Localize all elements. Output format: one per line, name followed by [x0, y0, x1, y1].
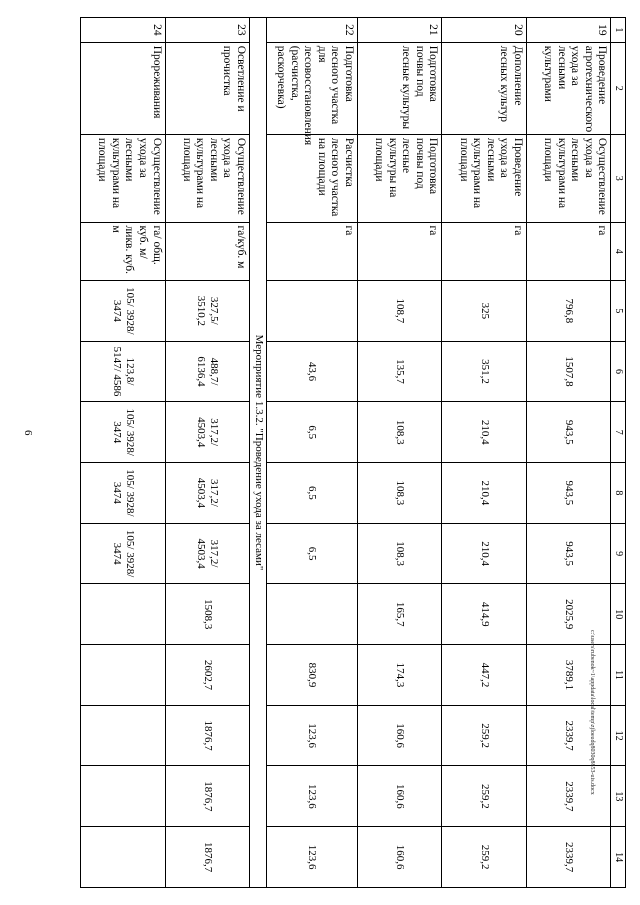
value-cell: 1508,3	[165, 584, 249, 645]
activity-action: Осуществление ухода за лесными культурами на площади	[165, 134, 249, 222]
header-cell: 10	[611, 584, 626, 645]
header-cell: 3	[611, 134, 626, 222]
activity-action: Проведение ухода за лесными культурами на площади	[442, 134, 526, 222]
value-cell: 2602,7	[165, 645, 249, 706]
unit-cell: га	[526, 222, 610, 280]
value-cell: 1876,7	[165, 827, 249, 888]
value-cell: 414,9	[442, 584, 526, 645]
header-cell: 13	[611, 766, 626, 827]
value-cell: 447,2	[442, 645, 526, 706]
activity-action: Подготовка почвы под лесные культуры на площади	[357, 134, 441, 222]
value-cell: 108,3	[357, 463, 441, 524]
row-number: 24	[81, 18, 166, 43]
value-cell	[81, 705, 166, 766]
header-cell: 12	[611, 705, 626, 766]
value-cell: 317,2/ 4503,4	[165, 463, 249, 524]
activity-action: Расчистка лесного участка на площади	[266, 134, 357, 222]
row-number: 22	[266, 18, 357, 43]
value-cell: 259,2	[442, 827, 526, 888]
value-cell: 160,6	[357, 705, 441, 766]
value-cell: 43,6	[266, 341, 357, 402]
value-cell: 3789,1	[526, 645, 610, 706]
value-cell	[81, 645, 166, 706]
table-row	[357, 18, 441, 888]
activity-name: Подготовка почвы под лесные культуры	[357, 42, 441, 134]
value-cell: 325	[442, 280, 526, 341]
value-cell	[81, 584, 166, 645]
activity-name: Прореживания	[81, 42, 166, 134]
value-cell: 317,2/ 4503,4	[165, 402, 249, 463]
value-cell: 6,5	[266, 463, 357, 524]
value-cell: 943,5	[526, 402, 610, 463]
value-cell: 210,4	[442, 402, 526, 463]
value-cell: 108,7	[357, 280, 441, 341]
row-number: 19	[526, 18, 610, 43]
value-cell: 943,5	[526, 523, 610, 584]
header-cell: 7	[611, 402, 626, 463]
value-cell	[81, 827, 166, 888]
value-cell: 259,2	[442, 705, 526, 766]
value-cell: 327,5/ 3510,2	[165, 280, 249, 341]
header-cell: 11	[611, 645, 626, 706]
value-cell: 6,5	[266, 402, 357, 463]
header-cell: 8	[611, 463, 626, 524]
header-cell: 4	[611, 222, 626, 280]
value-cell: 123,6	[266, 827, 357, 888]
file-path-footer: c:\users\rubenok~1\appdata\local\temp\zjloeudq8030q8853-uis.docx	[589, 630, 595, 795]
activity-name: Проведение агротехнического ухода за лесными культурами	[526, 42, 610, 134]
activity-name: Дополнение лесных культур	[442, 42, 526, 134]
value-cell: 123,8/ 5147/ 4586	[81, 341, 166, 402]
row-number: 21	[357, 18, 441, 43]
value-cell: 943,5	[526, 463, 610, 524]
value-cell: 108,3	[357, 523, 441, 584]
unit-cell: га/куб. м	[165, 222, 249, 280]
value-cell	[266, 280, 357, 341]
unit-cell: га	[266, 222, 357, 280]
table-row	[81, 18, 166, 888]
value-cell: 351,2	[442, 341, 526, 402]
unit-cell: га	[442, 222, 526, 280]
activity-name: Подготовка лесного участка для лесовосстановления (расчистка, раскорчевка)	[266, 42, 357, 134]
measure-title: Мероприятие 1.3.2. "Проведение ухода за лесами"	[249, 18, 266, 888]
unit-cell: га	[357, 222, 441, 280]
header-cell: 14	[611, 827, 626, 888]
table-row	[165, 18, 249, 888]
value-cell: 210,4	[442, 463, 526, 524]
value-cell: 2339,7	[526, 827, 610, 888]
value-cell: 2025,9	[526, 584, 610, 645]
value-cell: 317,2/ 4503,4	[165, 523, 249, 584]
value-cell: 830,9	[266, 645, 357, 706]
value-cell: 123,6	[266, 705, 357, 766]
value-cell: 105/ 3928/ 3474	[81, 402, 166, 463]
header-cell: 2	[611, 42, 626, 134]
value-cell: 160,6	[357, 827, 441, 888]
value-cell: 488,7/ 6136,4	[165, 341, 249, 402]
value-cell: 105/ 3928/ 3474	[81, 523, 166, 584]
activity-action: Осуществление ухода за лесными культурами на площади	[81, 134, 166, 222]
value-cell: 123,6	[266, 766, 357, 827]
value-cell: 174,3	[357, 645, 441, 706]
measure-row	[249, 18, 266, 888]
header-cell: 9	[611, 523, 626, 584]
data-table	[80, 17, 626, 888]
activity-action: Осуществление ухода за лесными культурами на площади	[526, 134, 610, 222]
header-cell: 1	[611, 18, 626, 43]
header-cell: 5	[611, 280, 626, 341]
value-cell: 160,6	[357, 766, 441, 827]
value-cell: 210,4	[442, 523, 526, 584]
value-cell	[266, 584, 357, 645]
value-cell: 105/ 3928/ 3474	[81, 463, 166, 524]
value-cell: 135,7	[357, 341, 441, 402]
row-number: 20	[442, 18, 526, 43]
value-cell: 1507,8	[526, 341, 610, 402]
rotated-table-container	[80, 17, 626, 888]
value-cell: 2339,7	[526, 766, 610, 827]
table-row	[266, 18, 357, 888]
value-cell: 108,3	[357, 402, 441, 463]
value-cell: 1876,7	[165, 766, 249, 827]
value-cell: 796,8	[526, 280, 610, 341]
table-row	[526, 18, 610, 888]
header-cell: 6	[611, 341, 626, 402]
unit-cell: га/ общ. куб. м/ ликв. куб. м	[81, 222, 166, 280]
value-cell: 165,7	[357, 584, 441, 645]
value-cell: 6,5	[266, 523, 357, 584]
activity-name: Осветление и прочистка	[165, 42, 249, 134]
value-cell: 105/ 3928/ 3474	[81, 280, 166, 341]
value-cell: 1876,7	[165, 705, 249, 766]
header-row	[611, 18, 626, 888]
table-row	[442, 18, 526, 888]
value-cell: 259,2	[442, 766, 526, 827]
value-cell: 2339,7	[526, 705, 610, 766]
row-number: 23	[165, 18, 249, 43]
page-number: 6	[22, 430, 34, 436]
value-cell	[81, 766, 166, 827]
